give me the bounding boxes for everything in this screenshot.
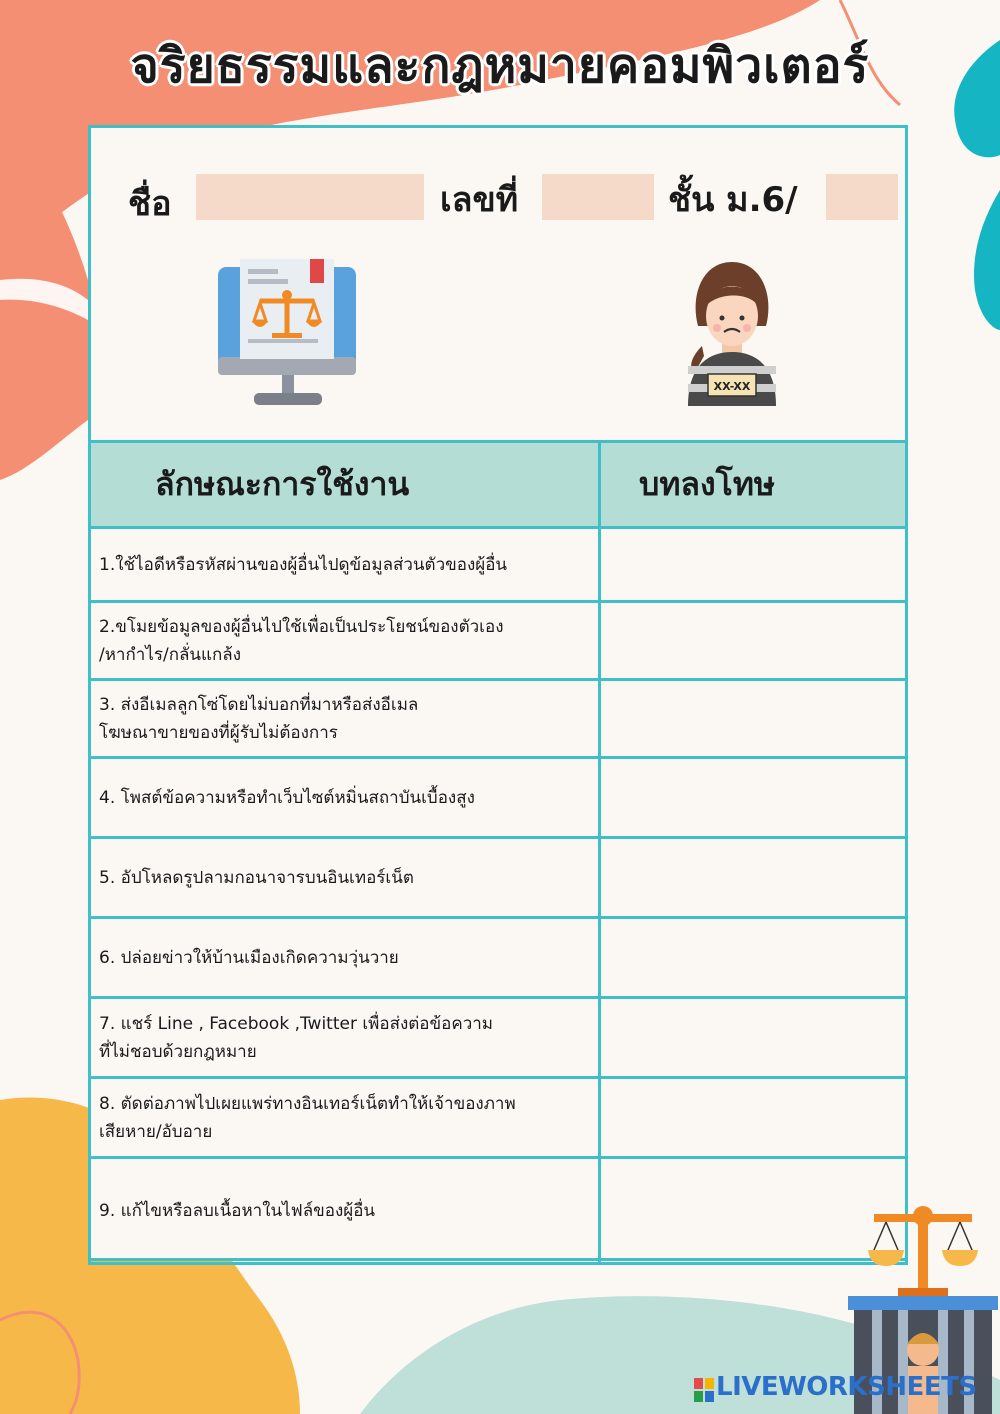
number-label: เลขที่ [440,180,519,220]
offense-cell [90,1158,600,1264]
prisoner-sign-text: XX-XX [713,380,751,393]
offense-text-line: 4. โพสต์ข้อความหรือทำเว็บไซต์หมิ่นสถาบันเบื้องสูง [99,787,475,808]
penalty-cell [600,758,907,838]
offense-text-line: โฆษณาขายของที่ผู้รับไม่ต้องการ [99,722,338,743]
table-row [90,528,907,602]
header-penalty: บทลงโทษ [600,442,907,528]
class-input[interactable] [826,174,898,220]
offense-cell [90,602,600,680]
offense-text-line: /หากำไร/กลั่นแกล้ง [99,644,242,665]
offense-text-line: 5. อัปโหลดรูปลามกอนาจารบนอินเทอร์เน็ต [99,867,414,888]
offense-text-line: 3. ส่งอีเมลลูกโซ่โดยไม่บอกที่มาหรือส่งอีเมล [99,694,419,715]
offense-cell [90,680,600,758]
offense-cell [90,758,600,838]
offense-cell [90,838,600,918]
offense-text-line: ที่ไม่ชอบด้วยกฎหมาย [99,1041,257,1062]
table-header-row [90,442,907,528]
table-row [90,758,907,838]
table-row [90,602,907,680]
offense-cell [90,528,600,602]
penalty-cell [600,838,907,918]
penalty-input-2[interactable] [601,630,905,651]
offense-text-line: 1.ใช้ไอดีหรือรหัสผ่านของผู้อื่นไปดูข้อมูลส่วนตัวของผู้อื่น [99,554,508,575]
offense-text-line: 8. ตัดต่อภาพไปเผยแพร่ทางอินเทอร์เน็ตทำให้เจ้าของภาพ [99,1093,516,1114]
prisoner-icon [684,256,780,408]
offense-cell [90,918,600,998]
penalty-cell [600,602,907,680]
teal-blob-right [974,190,1000,330]
table-row [90,918,907,998]
penalty-cell [600,998,907,1078]
page-title: จริยธรรมและกฎหมายคอมพิวเตอร์ [130,38,870,94]
header-usage: ลักษณะการใช้งาน [90,442,600,528]
penalty-input-6[interactable] [601,947,905,968]
table-row [90,998,907,1078]
offense-text-line: 6. ปล่อยข่าวให้บ้านเมืองเกิดความวุ่นวาย [99,947,399,968]
penalty-cell [600,528,907,602]
name-input[interactable] [196,174,424,220]
liveworksheets-watermark: LIVEWORKSHEETS [716,1372,977,1402]
offense-text-line: 7. แชร์ Line , Facebook ,Twitter เพื่อส่งต่อข้อความ [99,1013,494,1034]
table-row [90,1078,907,1158]
penalty-input-5[interactable] [601,867,905,888]
penalty-input-3[interactable] [601,708,905,729]
table-row [90,838,907,918]
penalty-input-1[interactable] [601,554,905,575]
offense-table [88,440,908,1265]
penalty-cell [600,1078,907,1158]
offense-cell [90,1078,600,1158]
computer-law-icon [214,255,360,410]
table-row [90,1158,907,1264]
penalty-input-8[interactable] [601,1107,905,1128]
offense-text-line: 9. แก้ไขหรือลบเนื้อหาในไฟล์ของผู้อื่น [99,1200,376,1221]
penalty-cell [600,680,907,758]
penalty-input-7[interactable] [601,1027,905,1048]
offense-text-line: เสียหาย/อับอาย [99,1121,213,1142]
number-input[interactable] [542,174,654,220]
liveworksheets-logo-icon [694,1378,714,1402]
penalty-cell [600,918,907,998]
name-label: ชื่อ [128,184,172,224]
offense-cell [90,998,600,1078]
offense-text-line: 2.ขโมยข้อมูลของผู้อื่นไปใช้เพื่อเป็นประโยชน์ของตัวเอง [99,616,504,637]
table-row [90,680,907,758]
class-label: ชั้น ม.6/ [668,180,798,220]
penalty-input-4[interactable] [601,787,905,808]
